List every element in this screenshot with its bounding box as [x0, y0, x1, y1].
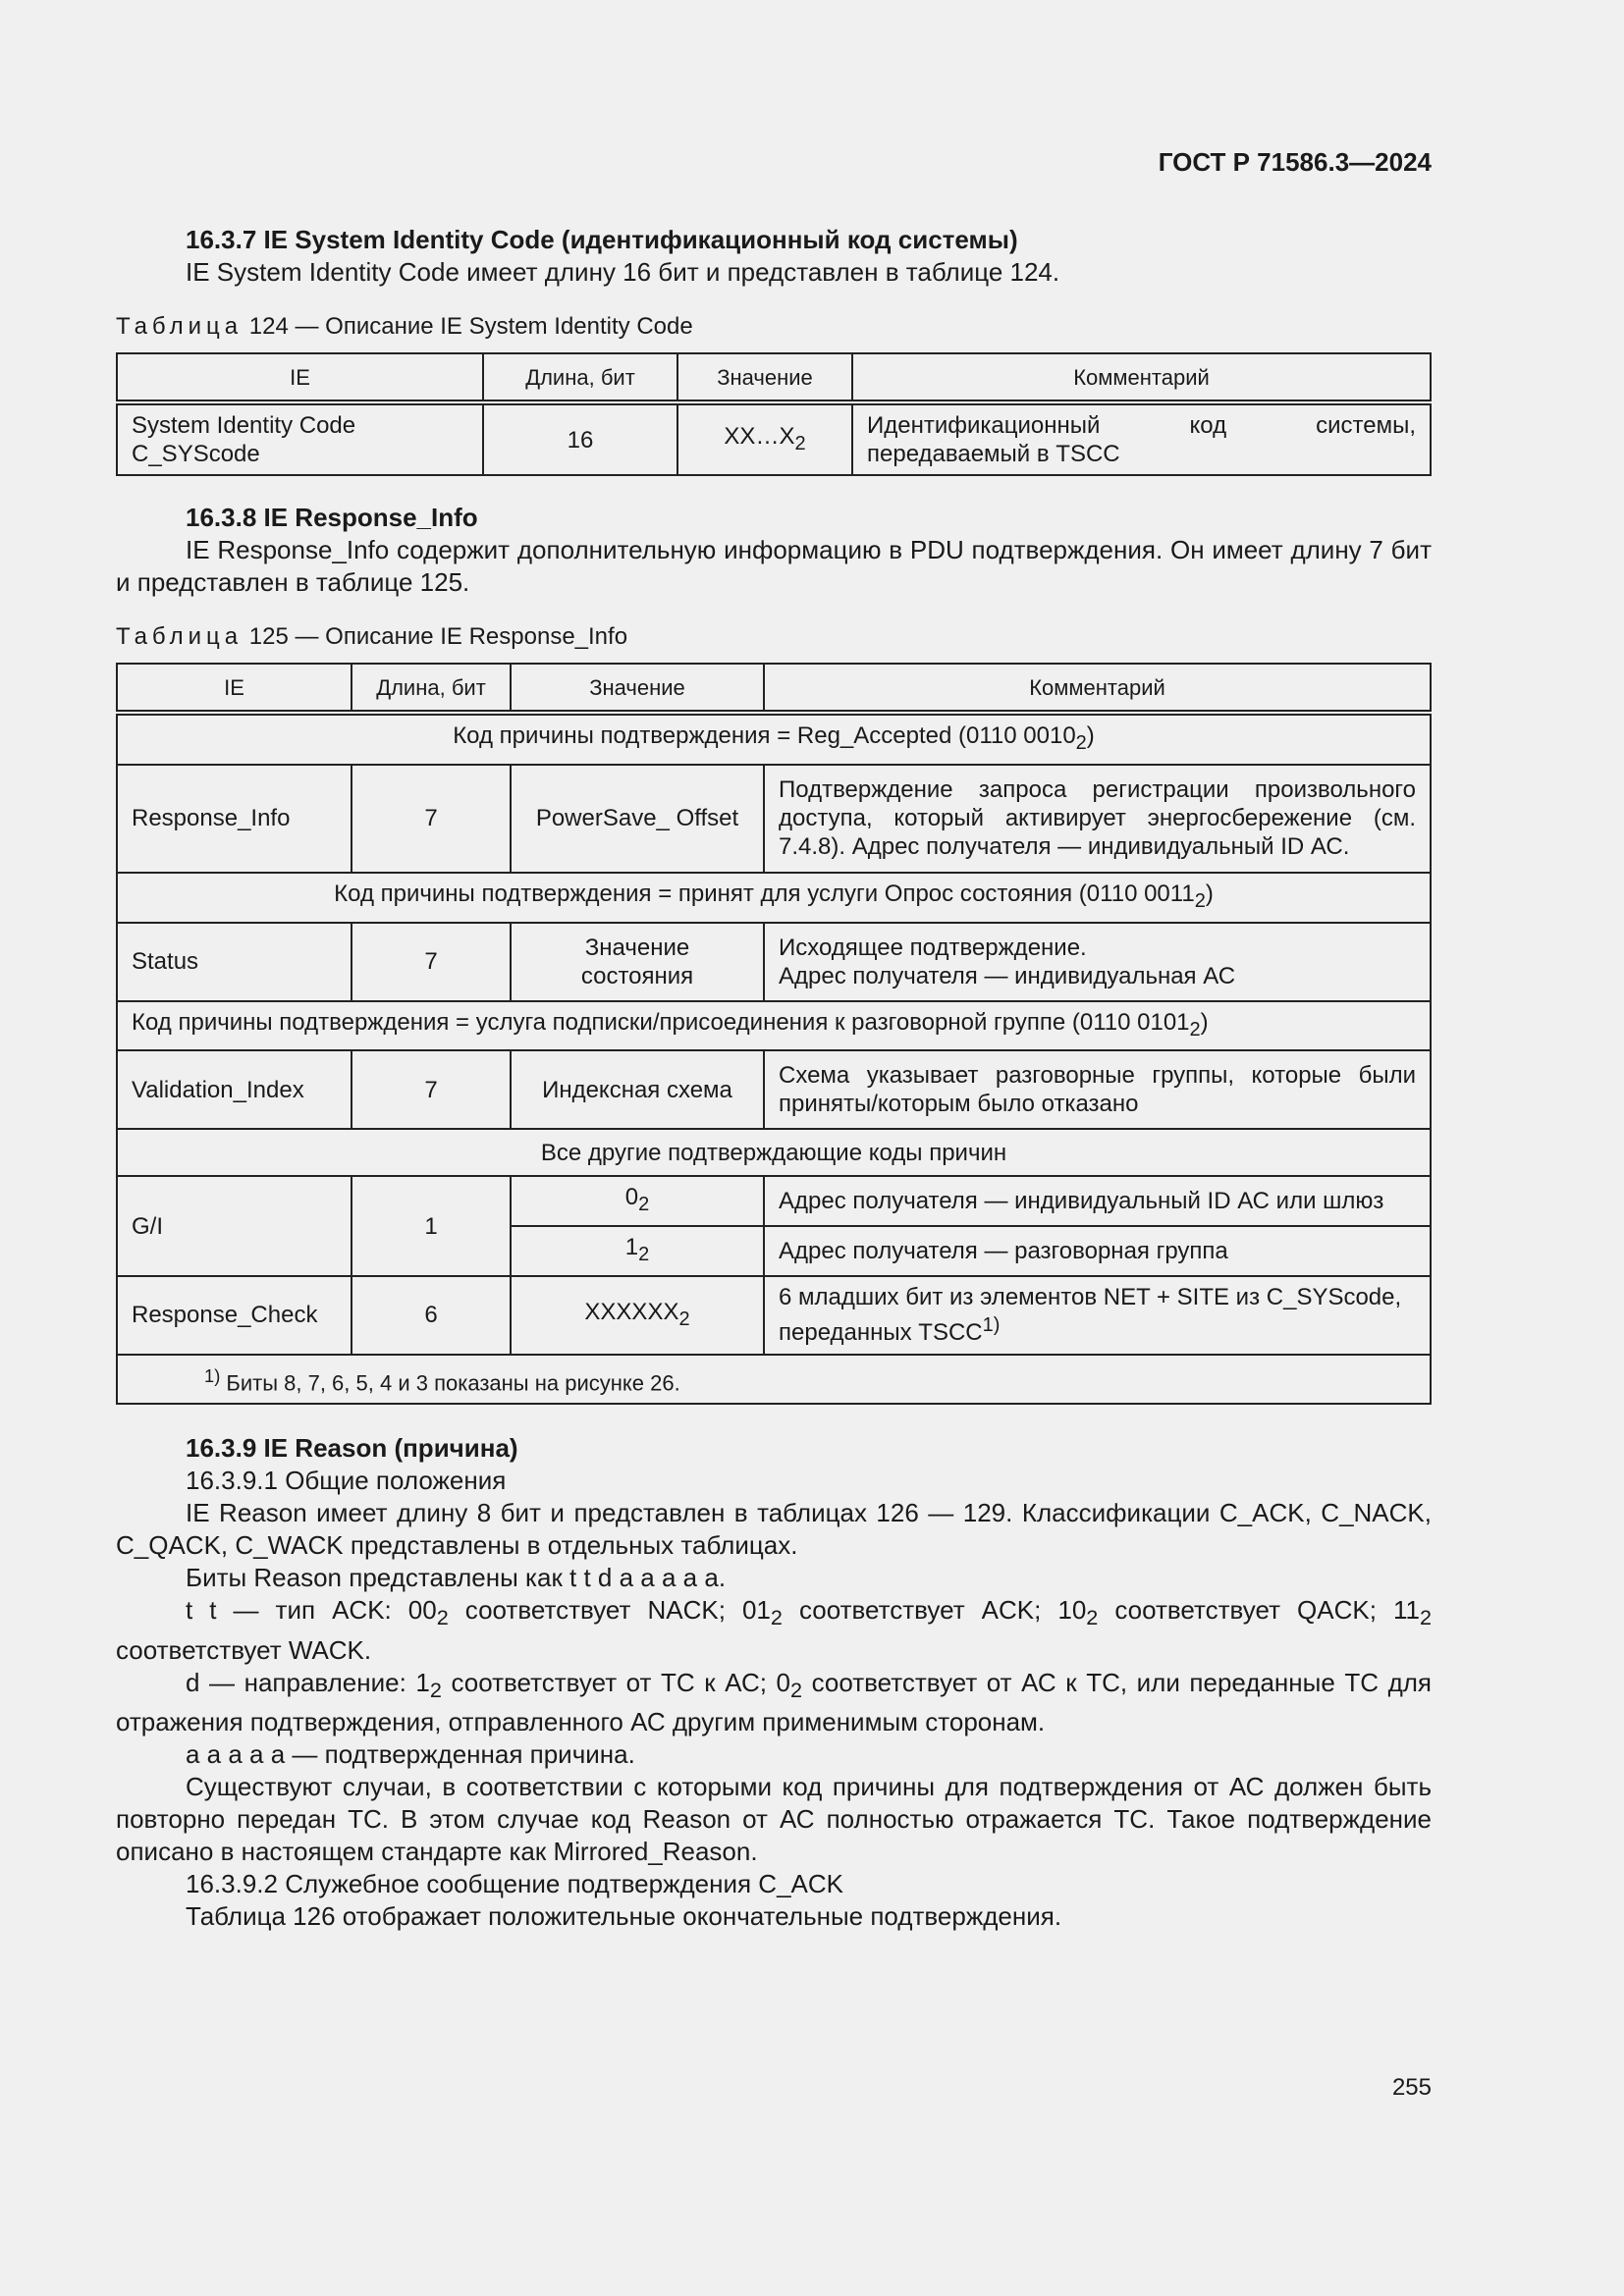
reason-code-row-group-subscription: Код причины подтверждения = услуга подписки/присоединения к разговорной группе (0110 $0101_2$) [117, 1001, 1431, 1051]
cell-comment: Идентификационный код системы, передаваемый в TSCC [852, 402, 1431, 475]
cell-value: PowerSave_ Offset [511, 765, 764, 873]
cell-length: 6 [352, 1276, 511, 1355]
table-row [117, 1276, 1431, 1355]
cell-length: 16 [483, 402, 677, 475]
cell-ie: Response_Info [117, 765, 352, 873]
cell-length: 7 [352, 1050, 511, 1129]
cell-length: 7 [352, 765, 511, 873]
table-footnote: $^{1)}$ Биты 8, 7, 6, 5, 4 и 3 показаны на рисунке 26. [117, 1355, 1431, 1404]
cell-comment: 6 младших бит из элементов NET + SITE из C_SYScode, переданных TSCC$^{1)}$ [764, 1276, 1431, 1355]
cell-ie: G/I [117, 1176, 352, 1276]
cell-value: $XXXXXX_2$ [511, 1276, 764, 1355]
cell-value: $XX\dots X_2$ [677, 402, 852, 475]
table-row [117, 765, 1431, 873]
col-header-length: Длина, бит [483, 353, 677, 402]
col-header-value: Значение [511, 664, 764, 713]
paragraph: Таблица 126 отображает положительные окончательные подтверждения. [186, 1900, 1062, 1931]
section-heading-16-3-7: 16.3.7 IE System Identity Code (идентификационный код системы) [186, 225, 1018, 254]
table-footnote-row [117, 1355, 1431, 1404]
table-header-row [117, 353, 1431, 402]
paragraph: IE Reason имеет длину 8 бит и представлен в таблицах 126 — 129. Классификации C_ACK, C_NACK, C_QACK, C_WACK представлены в отдельных таблицах. [116, 1498, 1432, 1561]
page-number: 255 [1391, 2074, 1432, 2101]
cell-ie: Validation_Index [117, 1050, 352, 1129]
cell-ie: Status [117, 923, 352, 1001]
cell-value: Значение состояния [511, 923, 764, 1001]
reason-code-row-all-other: Все другие подтверждающие коды причин [117, 1129, 1431, 1176]
cell-comment: Адрес получателя — разговорная группа [764, 1226, 1431, 1276]
section-heading-16-3-9: 16.3.9 IE Reason (причина) [186, 1433, 518, 1464]
cell-length: 7 [352, 923, 511, 1001]
table-124 [116, 352, 1432, 476]
table-header-row [117, 664, 1431, 713]
paragraph-direction: d — направление: $1_2$ соответствует от ТС к АС; $0_2$ соответствует от АС к ТС, или переданные ТС для отражения подтверждения, отправленного АС другим применимым сторонам. [116, 1667, 1433, 1736]
table-span-row [117, 713, 1431, 765]
col-header-comment: Комментарий [764, 664, 1431, 713]
col-header-value: Значение [677, 353, 852, 402]
paragraph: a a a a a — подтвержденная причина. [186, 1738, 635, 1769]
section-heading-16-3-8: 16.3.8 IE Response_Info [186, 503, 478, 532]
cell-value: Индексная схема [511, 1050, 764, 1129]
document-code-header: ГОСТ Р 71586.3—2024 [1158, 147, 1432, 177]
reason-code-row-reg-accepted: Код причины подтверждения = Reg_Accepted (0110 $0010_2$) [117, 713, 1431, 765]
subsection-heading-16-3-9-2: 16.3.9.2 Служебное сообщение подтверждения C_ACK [186, 1868, 844, 1898]
section-text-16-3-7: IE System Identity Code имеет длину 16 бит и представлен в таблице 124. [186, 257, 1060, 287]
table-span-row [117, 873, 1431, 923]
table-row [117, 1176, 1431, 1226]
paragraph: Существуют случаи, в соответствии с которыми код причины для подтверждения от АС должен быть повторно передан ТС. В этом случае код Reason от АС полностью отражается ТС. Такое подтверждение описано в настоящем стандарте как Mirrored_Reason. [116, 1771, 1432, 1866]
table-span-row [117, 1001, 1431, 1051]
cell-comment: Подтверждение запроса регистрации произвольного доступа, который активирует энергосбережение (см. 7.4.8). Адрес получателя — индивидуальный ID АС. [764, 765, 1431, 873]
cell-value: $1_2$ [511, 1226, 764, 1276]
col-header-comment: Комментарий [852, 353, 1431, 402]
table-span-row [117, 1129, 1431, 1176]
table-row [117, 923, 1431, 1001]
cell-value: $0_2$ [511, 1176, 764, 1226]
paragraph: Биты Reason представлены как t t d a a a a a. [186, 1563, 727, 1593]
table-row [117, 402, 1431, 475]
section-text-16-3-8: IE Response_Info содержит дополнительную информацию в PDU подтверждения. Он имеет длину 7 бит и представлен в таблице 125. [116, 535, 1432, 597]
cell-comment: Адрес получателя — индивидуальный ID АС или шлюз [764, 1176, 1431, 1226]
paragraph-ack-types: t t — тип ACK: $00_2$ соответствует NACK; $01_2$ соответствует ACK; $10_2$ соответствует QACK; $11_2$ соответствует WACK. [116, 1595, 1433, 1665]
table-125 [116, 663, 1432, 1405]
table-125-caption: Таблица 125 — Описание IE Response_Info [116, 623, 628, 650]
cell-comment: Исходящее подтверждение. Адрес получателя — индивидуальная АС [764, 923, 1431, 1001]
page-content [116, 224, 1432, 1933]
table-124-caption: Таблица 124 — Описание IE System Identity Code [116, 313, 693, 340]
cell-length: 1 [352, 1176, 511, 1276]
cell-comment: Схема указывает разговорные группы, которые были приняты/которым было отказано [764, 1050, 1431, 1129]
table-row [117, 1050, 1431, 1129]
subsection-heading-16-3-9-1: 16.3.9.1 Общие положения [186, 1466, 507, 1496]
col-header-ie: IE [117, 353, 483, 402]
col-header-length: Длина, бит [352, 664, 511, 713]
reason-code-row-status-query: Код причины подтверждения = принят для услуги Опрос состояния (0110 $0011_2$) [117, 873, 1431, 923]
cell-ie: Response_Check [117, 1276, 352, 1355]
cell-ie: System Identity Code C_SYScode [117, 402, 483, 475]
col-header-ie: IE [117, 664, 352, 713]
